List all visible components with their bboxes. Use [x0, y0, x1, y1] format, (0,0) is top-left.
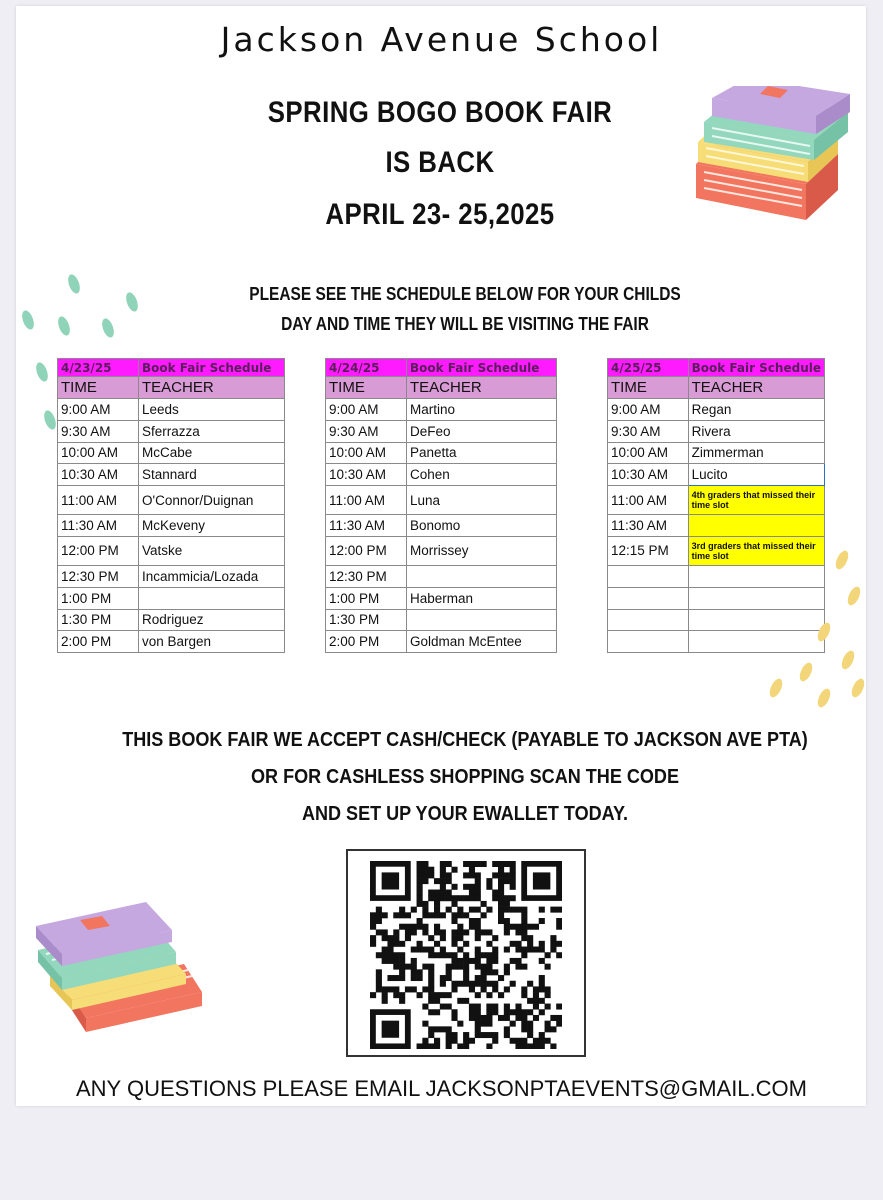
school-name: Jackson Avenue School: [220, 20, 663, 59]
teacher-cell: Regan: [688, 399, 824, 421]
teacher-cell: Stannard: [139, 464, 285, 486]
teacher-cell: Rodriguez: [139, 609, 285, 631]
qr-code-icon: [370, 861, 562, 1049]
table-row: [58, 609, 285, 631]
instructions-line-1: PLEASE SEE THE SCHEDULE BELOW FOR YOUR CHILDS: [249, 284, 681, 304]
time-cell: [608, 587, 689, 609]
teacher-cell: Bonomo: [407, 515, 557, 537]
table-row: [326, 442, 557, 464]
time-cell: 12:15 PM: [608, 536, 689, 565]
teacher-cell: McKeveny: [139, 515, 285, 537]
time-cell: 11:00 AM: [608, 486, 689, 515]
schedule-date: 4/25/25: [608, 359, 689, 377]
table-row: [58, 536, 285, 565]
time-cell: 9:30 AM: [58, 420, 139, 442]
payment-line-2: OR FOR CASHLESS SHOPPING SCAN THE CODE: [250, 765, 679, 788]
table-row: [326, 587, 557, 609]
time-header: TIME: [326, 377, 407, 399]
schedule-table-4-24: [325, 358, 557, 653]
table-row: [326, 486, 557, 515]
table-row: [326, 536, 557, 565]
schedule-title: Book Fair Schedule: [407, 359, 557, 377]
time-cell: 2:00 PM: [58, 631, 139, 653]
teacher-cell: [407, 565, 557, 587]
time-cell: 2:00 PM: [326, 631, 407, 653]
table-row: [58, 515, 285, 537]
decorative-dots-icon: [14, 268, 144, 438]
table-row: [58, 486, 285, 515]
time-cell: 12:00 PM: [326, 536, 407, 565]
table-row: [326, 609, 557, 631]
payment-line-3: AND SET UP YOUR EWALLET TODAY.: [301, 802, 629, 825]
table-row: [326, 420, 557, 442]
time-cell: 12:30 PM: [326, 565, 407, 587]
teacher-cell: von Bargen: [139, 631, 285, 653]
time-cell: 12:00 PM: [58, 536, 139, 565]
time-cell: 12:30 PM: [58, 565, 139, 587]
table-row: [326, 399, 557, 421]
time-cell: 10:30 AM: [608, 464, 689, 486]
table-row: [58, 587, 285, 609]
payment-line-1: THIS BOOK FAIR WE ACCEPT CASH/CHECK (PAYABLE TO JACKSON AVE PTA): [122, 728, 808, 751]
time-cell: [608, 565, 689, 587]
table-row: [608, 420, 825, 442]
time-cell: 9:30 AM: [326, 420, 407, 442]
table-row: [608, 399, 825, 421]
contact-email-footer: ANY QUESTIONS PLEASE EMAIL JACKSONPTAEVENTS@GMAIL.COM: [76, 1076, 807, 1101]
teacher-cell: Zimmerman: [688, 442, 824, 464]
time-cell: 11:30 AM: [608, 515, 689, 537]
ewallet-qr-code[interactable]: [346, 849, 586, 1057]
table-row: [58, 631, 285, 653]
schedule-title: Book Fair Schedule: [139, 359, 285, 377]
teacher-note-cell: 4th graders that missed their time slot: [688, 486, 824, 515]
decorative-dots-icon: [762, 548, 872, 714]
teacher-cell: Rivera: [688, 420, 824, 442]
time-cell: [608, 631, 689, 653]
time-cell: 10:30 AM: [58, 464, 139, 486]
time-header: TIME: [608, 377, 689, 399]
time-cell: 1:30 PM: [326, 609, 407, 631]
book-stack-icon: [688, 86, 854, 236]
teacher-cell: Vatske: [139, 536, 285, 565]
teacher-cell: Goldman McEntee: [407, 631, 557, 653]
teacher-cell: [407, 609, 557, 631]
schedule-title: Book Fair Schedule: [688, 359, 824, 377]
time-cell: 11:30 AM: [58, 515, 139, 537]
table-row: [608, 442, 825, 464]
time-cell: 10:00 AM: [58, 442, 139, 464]
teacher-cell: Panetta: [407, 442, 557, 464]
time-cell: 11:30 AM: [326, 515, 407, 537]
schedule-date: 4/23/25: [58, 359, 139, 377]
teacher-cell: Morrissey: [407, 536, 557, 565]
table-row: [326, 464, 557, 486]
teacher-cell: O'Connor/Duignan: [139, 486, 285, 515]
time-cell: 1:30 PM: [58, 609, 139, 631]
teacher-note-cell: 3rd graders that missed their time slot: [688, 536, 824, 565]
time-cell: 11:00 AM: [326, 486, 407, 515]
time-cell: 9:00 AM: [58, 399, 139, 421]
teacher-cell: Martino: [407, 399, 557, 421]
teacher-cell: [139, 587, 285, 609]
time-cell: 9:00 AM: [326, 399, 407, 421]
time-cell: 1:00 PM: [326, 587, 407, 609]
time-cell: 1:00 PM: [58, 587, 139, 609]
table-row: [608, 464, 825, 486]
time-cell: 10:00 AM: [608, 442, 689, 464]
teacher-cell: Lucito: [688, 464, 824, 486]
time-cell: 11:00 AM: [58, 486, 139, 515]
time-cell: [608, 609, 689, 631]
headline-line-3: APRIL 23- 25,2025: [325, 198, 555, 231]
table-row: [608, 515, 825, 537]
table-row: [58, 442, 285, 464]
teacher-header: TEACHER: [407, 377, 557, 399]
headline-line-1: SPRING BOGO BOOK FAIR: [267, 96, 613, 129]
time-cell: 10:00 AM: [326, 442, 407, 464]
table-row: [326, 565, 557, 587]
time-header: TIME: [58, 377, 139, 399]
time-cell: 10:30 AM: [326, 464, 407, 486]
teacher-cell: [688, 515, 824, 537]
table-row: [326, 631, 557, 653]
teacher-cell: Incammicia/Lozada: [139, 565, 285, 587]
time-cell: 9:00 AM: [608, 399, 689, 421]
teacher-cell: Haberman: [407, 587, 557, 609]
teacher-cell: DeFeo: [407, 420, 557, 442]
instructions-line-2: DAY AND TIME THEY WILL BE VISITING THE FAIR: [281, 314, 649, 334]
teacher-header: TEACHER: [688, 377, 824, 399]
book-stack-icon: [34, 886, 206, 1036]
table-row: [58, 464, 285, 486]
teacher-cell: Cohen: [407, 464, 557, 486]
table-row: [58, 565, 285, 587]
teacher-cell: McCabe: [139, 442, 285, 464]
time-cell: 9:30 AM: [608, 420, 689, 442]
table-row: [326, 515, 557, 537]
teacher-cell: Luna: [407, 486, 557, 515]
teacher-cell: Sferrazza: [139, 420, 285, 442]
table-row: [608, 486, 825, 515]
schedule-date: 4/24/25: [326, 359, 407, 377]
teacher-cell: Leeds: [139, 399, 285, 421]
headline-line-2: IS BACK: [385, 146, 495, 179]
teacher-header: TEACHER: [139, 377, 285, 399]
